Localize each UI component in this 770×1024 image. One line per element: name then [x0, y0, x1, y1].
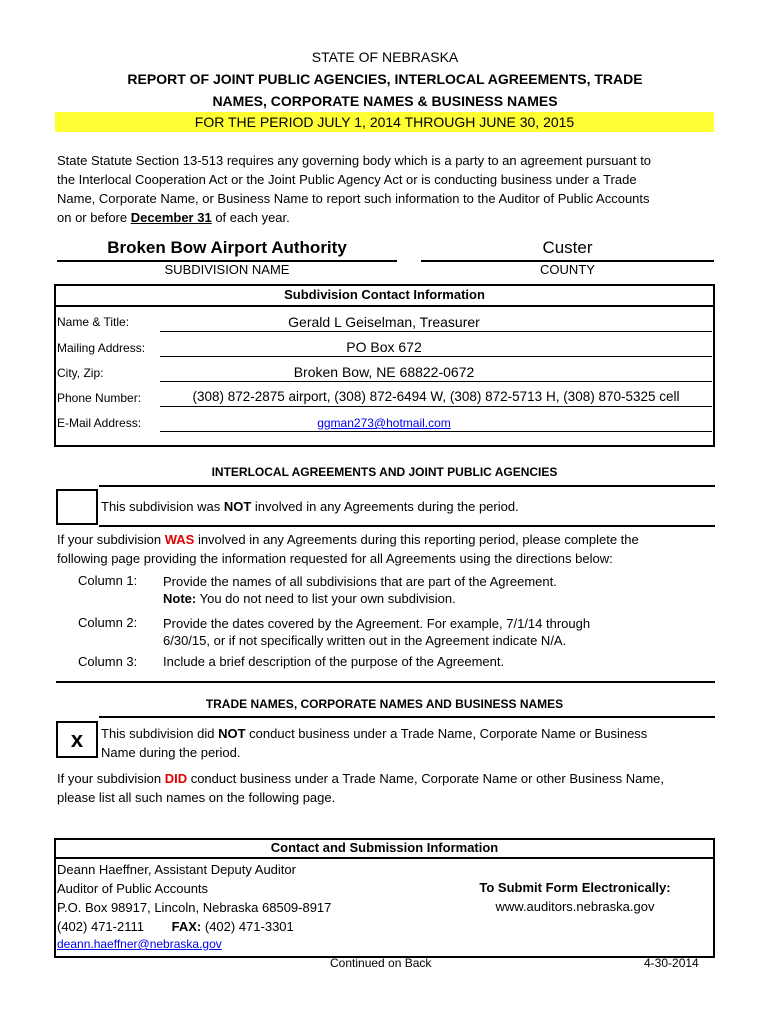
interlocal-not-suffix: involved in any Agreements during the period. [254, 499, 519, 514]
county-value[interactable]: Custer [542, 238, 593, 257]
trade-not-statement [101, 724, 715, 762]
interlocal-was-word: WAS [164, 532, 195, 547]
trade-did-line1 [57, 769, 717, 788]
contact-heading: Subdivision Contact Information [284, 287, 485, 302]
city-zip-line [160, 381, 712, 382]
report-title-line2: NAMES, CORPORATE NAMES & BUSINESS NAMES [212, 93, 558, 109]
interlocal-heading: INTERLOCAL AGREEMENTS AND JOINT PUBLIC AGENCIES [211, 465, 558, 479]
report-period: FOR THE PERIOD JULY 1, 2014 THROUGH JUNE 30, 2015 [194, 114, 575, 130]
interlocal-statement-underline [99, 525, 715, 527]
phone-label: Phone Number: [57, 391, 142, 405]
subdivision-name-value[interactable]: Broken Bow Airport Authority [107, 238, 347, 257]
interlocal-was-prefix: If your subdivision [57, 532, 162, 547]
report-title-line1: REPORT OF JOINT PUBLIC AGENCIES, INTERLOCAL AGREEMENTS, TRADE [127, 71, 643, 87]
contact-name-value[interactable]: Gerald L Geiselman, Treasurer [288, 314, 480, 330]
auditor-website[interactable]: www.auditors.nebraska.gov [495, 899, 655, 914]
submission-email-link[interactable]: deann.haeffner@nebraska.gov [57, 937, 222, 951]
trade-checkbox-mark: x [70, 727, 84, 752]
submission-person: Deann Haeffner, Assistant Deputy Auditor [57, 862, 296, 877]
contact-heading-divider [55, 305, 714, 307]
phone-value[interactable]: (308) 872-2875 airport, (308) 872-6494 W, (308) 872-5713 H, (308) 870-5325 cell [192, 389, 680, 404]
interlocal-not-checkbox[interactable] [56, 489, 98, 525]
interlocal-was-paragraph [57, 530, 717, 568]
email-line [160, 431, 712, 432]
column2-text-line2: 6/30/15, or if not specifically written out in the Agreement indicate N/A. [163, 633, 567, 648]
phone-line [160, 406, 712, 407]
submission-phone-line [57, 917, 457, 936]
interlocal-was-suffix: involved in any Agreements during this reporting period, please complete the [197, 532, 639, 547]
statute-line3: Name, Corporate Name, or Business Name to report such information to the Auditor of Public Accounts [57, 191, 650, 206]
statute-line1: State Statute Section 13-513 requires any governing body which is a party to an agreement pursuant to [57, 153, 652, 168]
submission-office: Auditor of Public Accounts [57, 881, 209, 896]
column1-note-label: Note: [163, 591, 197, 606]
deadline-prefix: on or before [57, 210, 128, 225]
interlocal-not-statement [101, 499, 519, 514]
interlocal-not-prefix: This subdivision was [101, 499, 221, 514]
submission-heading: Contact and Submission Information [270, 840, 499, 855]
trade-heading: TRADE NAMES, CORPORATE NAMES AND BUSINESS NAMES [205, 697, 564, 711]
submission-phone: (402) 471-2111 [57, 919, 144, 934]
continued-on-back: Continued on Back [330, 956, 432, 970]
statute-line4 [57, 208, 717, 227]
interlocal-was-line1 [57, 530, 717, 549]
column2-instructions [163, 615, 703, 649]
electronic-submission-label: To Submit Form Electronically: [479, 880, 671, 895]
trade-not-word: NOT [218, 726, 246, 741]
contact-name-line [160, 331, 712, 332]
column2-text-line1: Provide the dates covered by the Agreement. For example, 7/1/14 through [163, 616, 591, 631]
interlocal-heading-underline [99, 485, 715, 487]
trade-not-prefix: This subdivision did [101, 726, 215, 741]
column1-instructions [163, 573, 703, 607]
trade-not-line2: Name during the period. [101, 745, 241, 760]
column2-label: Column 2: [78, 615, 138, 630]
deadline-date: December 31 [130, 210, 212, 225]
subdivision-name-label: SUBDIVISION NAME [164, 262, 290, 277]
trade-heading-underline [99, 716, 715, 718]
trade-section-top-rule [56, 681, 715, 683]
deadline-suffix: of each year. [215, 210, 290, 225]
contact-email-link[interactable]: ggman273@hotmail.com [317, 416, 451, 430]
trade-not-line1 [101, 724, 715, 743]
trade-did-prefix: If your subdivision [57, 771, 162, 786]
submission-fax-label: FAX: [171, 919, 202, 934]
interlocal-was-line2: following page providing the information requested for all Agreements using the directions below: [57, 551, 613, 566]
city-zip-label: City, Zip: [57, 366, 104, 380]
trade-did-paragraph [57, 769, 717, 807]
contact-name-label: Name & Title: [57, 315, 130, 329]
trade-not-suffix: conduct business under a Trade Name, Corporate Name or Business [249, 726, 648, 741]
column1-text: Provide the names of all subdivisions that are part of the Agreement. [163, 574, 557, 589]
submission-address: P.O. Box 98917, Lincoln, Nebraska 68509-8917 [57, 900, 332, 915]
statute-line2: the Interlocal Cooperation Act or the Joint Public Agency Act or is conducting business under a Trade [57, 172, 637, 187]
mailing-address-value[interactable]: PO Box 672 [346, 339, 422, 355]
column1-note-text: You do not need to list your own subdivision. [199, 591, 456, 606]
submission-heading-divider [55, 857, 714, 859]
statute-paragraph [57, 151, 717, 227]
email-label: E-Mail Address: [57, 416, 142, 430]
state-title: STATE OF NEBRASKA [311, 49, 459, 65]
form-revision-date: 4-30-2014 [644, 956, 699, 970]
county-label: COUNTY [540, 262, 595, 277]
submission-fax: (402) 471-3301 [204, 919, 294, 934]
submission-contact [57, 860, 457, 936]
mailing-address-label: Mailing Address: [57, 341, 146, 355]
column1-note [163, 590, 703, 607]
column3-label: Column 3: [78, 654, 138, 669]
mailing-address-line [160, 356, 712, 357]
trade-did-suffix: conduct business under a Trade Name, Corporate Name or other Business Name, [190, 771, 664, 786]
trade-did-line2: please list all such names on the following page. [57, 790, 336, 805]
city-zip-value[interactable]: Broken Bow, NE 68822-0672 [293, 364, 475, 380]
column1-label: Column 1: [78, 573, 138, 588]
interlocal-not-word: NOT [223, 499, 252, 514]
trade-did-word: DID [164, 771, 188, 786]
column3-text: Include a brief description of the purpose of the Agreement. [163, 654, 505, 669]
